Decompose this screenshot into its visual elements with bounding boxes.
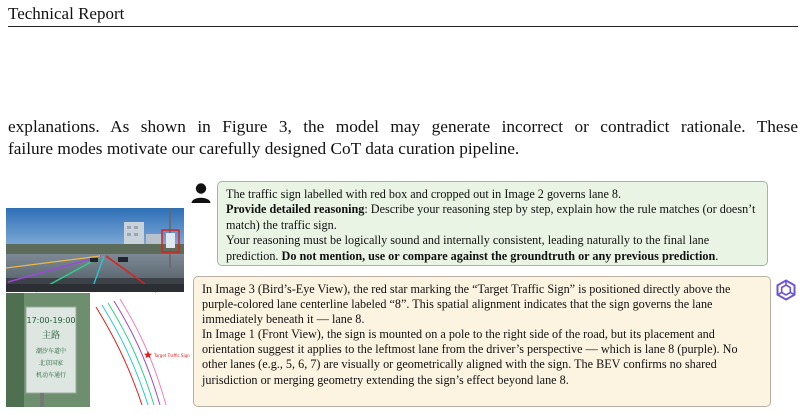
body-line-1: explanations. As shown in Figure 3, the model may generate incorrect or contradict rationale. These	[8, 117, 798, 136]
crop-sign-line-1: 17:00-19:00	[26, 316, 76, 325]
model-response-bubble	[193, 276, 771, 407]
crop-sign-line-3: 潮汐车道中	[35, 348, 67, 355]
user-avatar-icon	[190, 182, 212, 204]
crop-sign-line-5: 机动车通行	[35, 372, 67, 379]
prompt-line-1: The traffic sign labelled with red box and cropped out in Image 2 governs lane 8.	[226, 187, 622, 201]
crop-sign-line-4: 北京国家	[38, 360, 64, 367]
prompt-line-2-rest: : Describe your reasoning step by step, explain how the rule matches (or doesn’t match) the traffic sign.	[226, 202, 756, 232]
response-paragraph-2: In Image 1 (Front View), the sign is mounted on a pole to the right side of the road, but its placement and orientation suggest it applies to the leftmost lane from the driver’s perspective — which is lane 8 (purple). No other lanes (e.g., 5, 6, 7) are visually or geometrically aligned with the sign. The BEV confirms no shared jurisdiction or merging geometry extending the sign’s effect beyond lane 8.	[202, 327, 738, 387]
bev-lane-image	[92, 293, 190, 407]
bev-target-label: Target Traffic Sign	[154, 353, 190, 358]
body-line-2: failure modes motivate our carefully designed CoT data curation pipeline.	[8, 139, 520, 158]
prompt-line-3	[226, 233, 759, 264]
cropped-sign-image	[6, 293, 90, 407]
prompt-bold-2: Do not mention, use or compare against the groundtruth or any previous prediction	[281, 248, 716, 263]
crop-sign-line-2: 主路	[41, 331, 61, 341]
body-paragraph	[8, 116, 798, 160]
prompt-end: .	[715, 248, 719, 263]
response-paragraph-1: In Image 3 (Bird’s-Eye View), the red star marking the “Target Traffic Sign” is positioned directly above the purple-colored lane centerline labeled “8”. This spatial alignment indicates that the sign governs the lane immediately beneath it — lane 8.	[202, 282, 731, 327]
user-prompt-bubble	[217, 181, 768, 266]
prompt-bold-1: Provide detailed reasoning	[226, 202, 365, 217]
running-header: Technical Report	[8, 3, 798, 27]
prompt-line-3-text: Your reasoning must be logically sound and internally consistent, leading naturally to the final lane prediction.	[226, 233, 710, 263]
prompt-line-2	[226, 202, 759, 233]
model-logo-icon	[775, 279, 797, 301]
front-view-image	[6, 208, 184, 292]
